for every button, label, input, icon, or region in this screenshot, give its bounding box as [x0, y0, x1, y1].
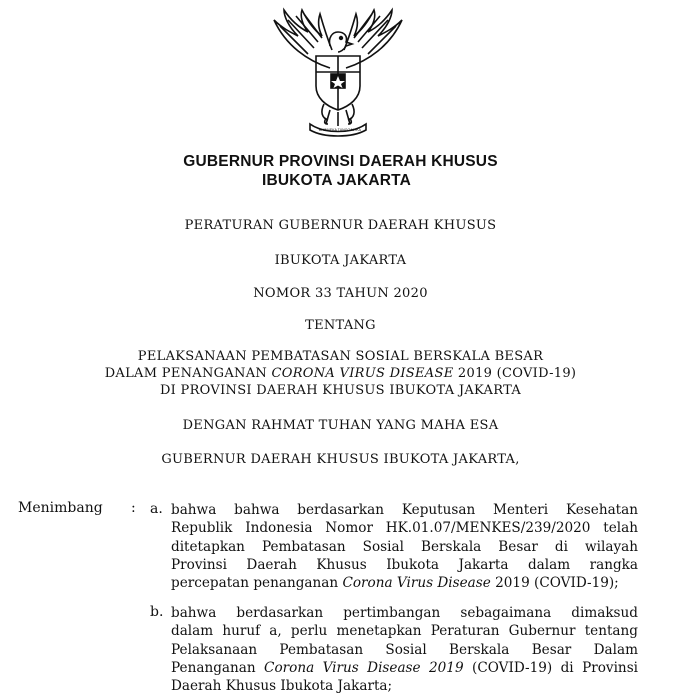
regulation-number: NOMOR 33 TAHUN 2020	[253, 286, 428, 301]
item-b-line-1: bahwa berdasarkan pertimbangan sebagaimana dimaksud	[171, 605, 638, 621]
item-b-line-4-italic: Corona Virus Disease 2019	[264, 659, 464, 676]
regulation-about: TENTANG	[305, 318, 376, 333]
title-line-2-italic: CORONA VIRUS DISEASE	[271, 366, 454, 381]
considering-item-a	[171, 501, 638, 592]
item-a-line-2: Republik Indonesia Nomor HK.01.07/MENKES/239/2020 telah	[171, 520, 638, 537]
item-b-line-5: Daerah Khusus Ibukota Jakarta;	[171, 678, 393, 695]
document-heading-line-2: IBUKOTA JAKARTA	[261, 172, 412, 189]
regulation-blessing: DENGAN RAHMAT TUHAN YANG MAHA ESA	[182, 418, 499, 433]
considering-item-b	[171, 604, 638, 695]
item-a-line-5-italic: Corona Virus Disease	[342, 575, 491, 592]
considering-label: Menimbang	[18, 500, 103, 516]
item-b-line-4	[171, 659, 638, 677]
title-line-2-post: 2019 (COVID-19)	[453, 366, 577, 381]
item-a-line-4: Provinsi Daerah Khusus Ibukota Jakarta dalam rangka	[171, 556, 638, 573]
emblem-motto: BHINNEKA TUNGGAL IKA	[318, 128, 361, 132]
regulation-type-line-2: IBUKOTA JAKARTA	[274, 253, 407, 268]
item-a-line-3: ditetapkan Pembatasan Sosial Berskala Besar di wilayah	[171, 538, 638, 555]
regulation-title-line-3: DI PROVINSI DAERAH KHUSUS IBUKOTA JAKARTA	[159, 383, 522, 398]
item-b-line-2: dalam huruf a, perlu menetapkan Peraturan Gubernur tentang	[171, 623, 638, 640]
item-b-line-4-pre: Penanganan	[171, 659, 265, 676]
regulation-title-line-2	[0, 366, 681, 381]
considering-colon: :	[131, 500, 136, 516]
title-line-2-pre: DALAM PENANGANAN	[104, 366, 272, 381]
item-b-line-3: Pelaksanaan Pembatasan Sosial Berskala Besar Dalam	[171, 641, 638, 658]
regulation-issuer: GUBERNUR DAERAH KHUSUS IBUKOTA JAKARTA,	[161, 452, 520, 467]
considering-item-b-marker: b.	[150, 604, 164, 620]
item-a-line-1: bahwa bahwa berdasarkan Keputusan Menteri Kesehatan	[171, 502, 638, 518]
item-a-line-5-post: 2019 (COVID-19);	[490, 575, 619, 592]
document-heading-line-1: GUBERNUR PROVINSI DAERAH KHUSUS	[183, 153, 498, 170]
item-a-line-5	[171, 574, 638, 592]
considering-item-a-marker: a.	[150, 501, 163, 517]
regulation-title-line-1: PELAKSANAAN PEMBATASAN SOSIAL BERSKALA BESAR	[137, 349, 544, 364]
item-a-line-5-pre: percepatan penanganan	[171, 575, 343, 592]
regulation-type-line-1: PERATURAN GUBERNUR DAERAH KHUSUS	[184, 218, 497, 233]
garuda-pancasila-emblem	[268, 6, 408, 138]
item-b-line-4-post: (COVID-19) di Provinsi	[463, 659, 639, 676]
